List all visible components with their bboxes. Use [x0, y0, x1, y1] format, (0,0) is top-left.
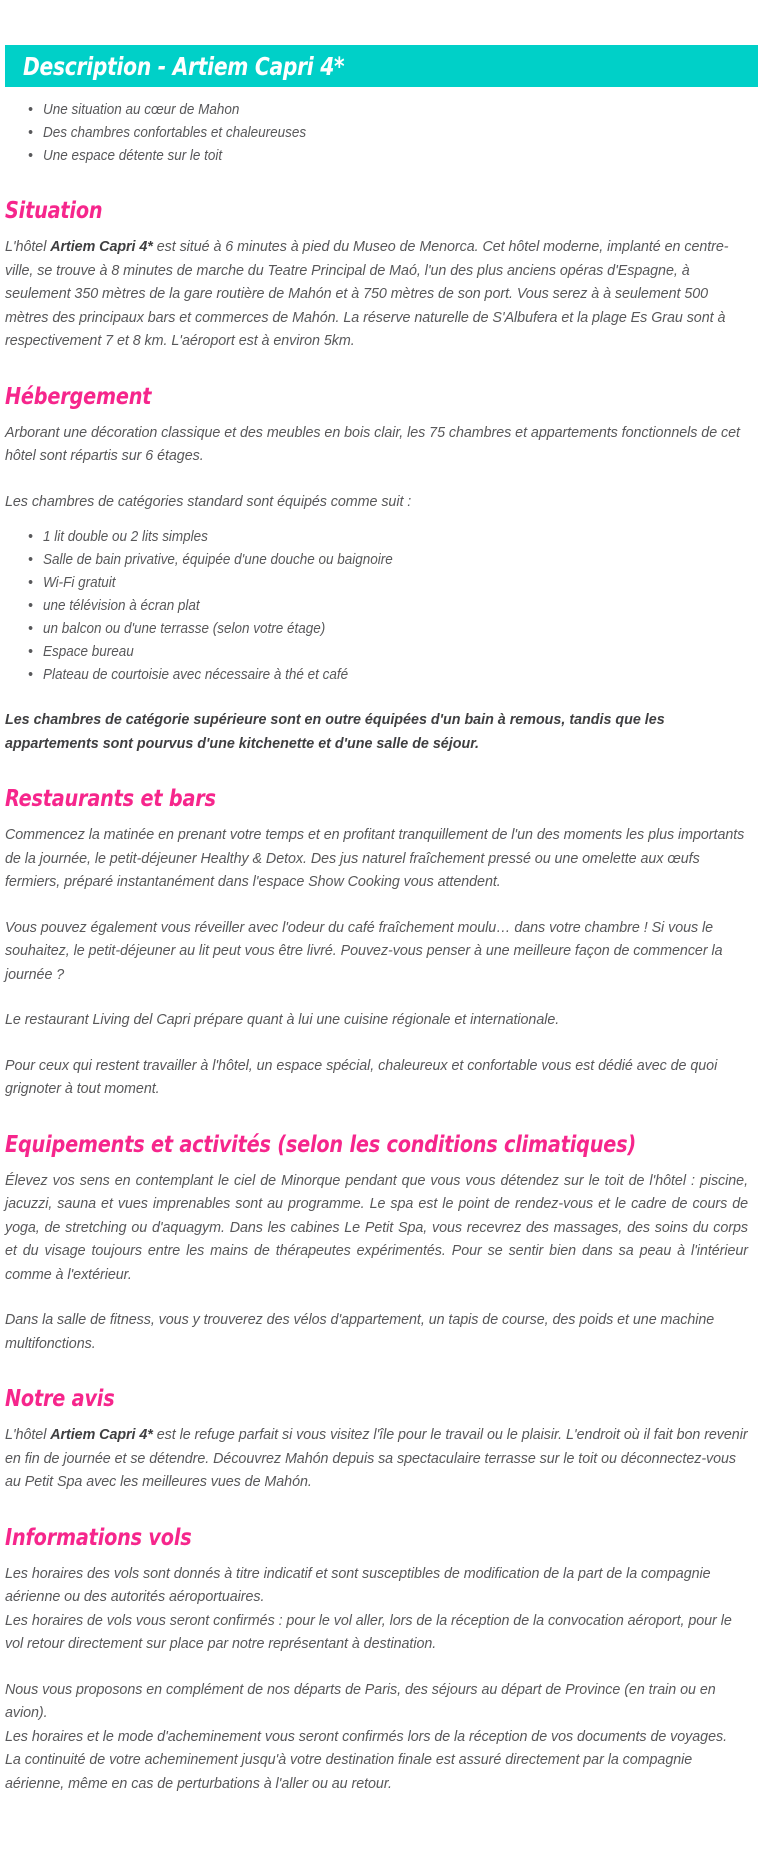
page-title-bar	[5, 45, 758, 87]
section-heading-avis: Notre avis	[5, 1386, 115, 1412]
avis-text-rest: est le refuge parfait si vous visitez l'île pour le travail ou le plaisir. L'endroit où il fait bon revenir en fin de journée et se détendre. Découvrez Mahón depuis sa spectaculaire terrasse sur le toit ou déconnectez-vous au Petit Spa avec les meilleures vues de Mahón.	[5, 1427, 748, 1490]
vols-block-2	[5, 1679, 748, 1797]
vols-block-1-line-2: Les horaires de vols vous seront confirmés : pour le vol aller, lors de la réception de la convocation aéroport, pour le vol retour directement sur place par notre représentant à destination.	[5, 1612, 732, 1652]
list-item: • Salle de bain privative, équipée d'une douche ou baignoire	[43, 549, 699, 572]
vols-block-2-line-1: Nous vous proposons en complément de nos départs de Paris, des séjours au départ de Province (en train ou en avion).	[5, 1681, 716, 1721]
situation-text-rest: est situé à 6 minutes à pied du Museo de Menorca. Cet hôtel moderne, implanté en centre-ville, se trouve à 8 minutes de marche du Teatre Principal de Maó, l'un des plus anciens opéras d'Espagne, à seulement 350 mètres de la gare routière de Mahón et à 750 mètres de son port. Vous serez à à seulement 500 mètres des principaux bars et commerces de Mahón. La réserve naturelle de S'Albufera et la plage Es Grau sont à respectivement 7 et 8 km. L'aéroport est à environ 5km.	[5, 239, 729, 349]
list-item: • Plateau de courtoisie avec nécessaire à thé et café	[43, 664, 699, 687]
restaurants-paragraph-3: Le restaurant Living del Capri prépare quant à lui une cuisine régionale et internationale.	[5, 1012, 560, 1028]
description-page	[0, 45, 758, 1816]
avis-text-lead: L'hôtel	[5, 1427, 51, 1443]
vols-block-1	[5, 1563, 748, 1657]
situation-text-lead: L'hôtel	[5, 239, 51, 255]
amenities-list	[5, 526, 748, 687]
highlights-list	[5, 99, 748, 168]
equipements-paragraph-1: Élevez vos sens en contemplant le ciel de Minorque pendant que vous vous détendez sur le toit de l'hôtel : piscine, jacuzzi, sauna et vues imprenables sont au programme. Le spa est le point de rendez-vous et le cadre de cours de yoga, de stretching ou d'aquagym. Dans les cabines Le Petit Spa, vous recevrez des massages, des soins du corps et du visage toujours entre les mains de thérapeutes expérimentés. Pour se sentir bien dans sa peau à l'intérieur comme à l'extérieur.	[5, 1172, 748, 1283]
page-content	[0, 99, 758, 1796]
list-item: • Des chambres confortables et chaleureuses	[43, 122, 699, 145]
list-item: • Wi-Fi gratuit	[43, 572, 699, 595]
vols-block-2-line-2: Les horaires et le mode d'acheminement vous seront confirmés lors de la réception de vos documents de voyages.	[5, 1728, 727, 1745]
hebergement-note: Les chambres de catégorie supérieure sont en outre équipées d'un bain à remous, tandis que les appartements sont pourvus d'une kitchenette et d'une salle de séjour.	[5, 712, 665, 752]
vols-block-2-line-3: La continuité de votre acheminement jusqu'à votre destination finale est assuré directement par la compagnie aérienne, même en cas de perturbations à l'aller ou au retour.	[5, 1752, 693, 1792]
hebergement-paragraph-2: Les chambres de catégories standard sont équipés comme suit :	[5, 493, 412, 510]
section-heading-restaurants: Restaurants et bars	[5, 786, 216, 812]
section-heading-equipements: Equipements et activités (selon les conditions climatiques)	[5, 1131, 637, 1158]
list-item: • un balcon ou d'une terrasse (selon votre étage)	[43, 618, 699, 641]
section-heading-vols: Informations vols	[5, 1524, 192, 1551]
vols-block-1-line-1: Les horaires des vols sont donnés à titre indicatif et sont susceptibles de modification de la part de la compagnie aérienne ou des autorités aéroportuaires.	[5, 1565, 711, 1605]
list-item: • Une situation au cœur de Mahon	[43, 99, 699, 122]
situation-hotel-name: Artiem Capri 4*	[50, 239, 153, 255]
hebergement-paragraph-1: Arborant une décoration classique et des meubles en bois clair, les 75 chambres et appartements fonctionnels de cet hôtel sont répartis sur 6 étages.	[5, 424, 740, 464]
list-item: • Espace bureau	[43, 641, 699, 664]
restaurants-paragraph-1: Commencez la matinée en prenant votre temps et en profitant tranquillement de l'un des moments les plus importants de la journée, le petit-déjeuner Healthy & Detox. Des jus naturel fraîchement pressé ou une omelette aux œufs fermiers, préparé instantanément dans l'espace Show Cooking vous attendent.	[5, 827, 745, 890]
restaurants-paragraph-4: Pour ceux qui restent travailler à l'hôtel, un espace spécial, chaleureux et confortable vous est dédié avec de quoi grignoter à tout moment.	[5, 1057, 718, 1097]
list-item: • Une espace détente sur le toit	[43, 145, 699, 168]
avis-hotel-name: Artiem Capri 4*	[50, 1427, 153, 1443]
section-heading-hebergement: Hébergement	[5, 383, 152, 410]
situation-paragraph	[5, 236, 748, 354]
list-item: • une télévision à écran plat	[43, 595, 699, 618]
equipements-paragraph-2: Dans la salle de fitness, vous y trouverez des vélos d'appartement, un tapis de course, des poids et une machine multifonctions.	[5, 1312, 715, 1352]
list-item: • 1 lit double ou 2 lits simples	[43, 526, 699, 549]
restaurants-paragraph-2: Vous pouvez également vous réveiller avec l'odeur du café fraîchement moulu… dans votre chambre ! Si vous le souhaitez, le petit-déjeuner au lit peut vous être livré. Pouvez-vous penser à une meilleure façon de commencer la journée ?	[5, 919, 723, 983]
section-heading-situation: Situation	[5, 198, 103, 224]
avis-paragraph	[5, 1424, 748, 1495]
page-title: Description - Artiem Capri 4*	[23, 51, 345, 81]
